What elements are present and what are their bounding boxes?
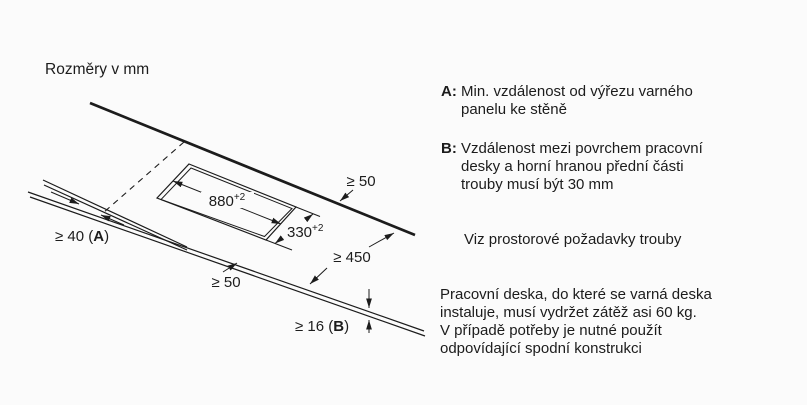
dim-cutout-length [173,181,281,224]
annotation-b-text: Vzdálenost mezi povrchem pracovní desky a horní hranou přední části trouby musí být 30 mm [461,140,703,193]
dim-side-clearance-label: ≥ 40 (A) [55,228,110,245]
annotation-a-text: Min. vzdálenost od výřezu varného panelu ke stěně [461,83,693,118]
dim-rear-clearance-label: ≥ 50 [346,173,376,190]
dim-worktop-depth [310,233,394,284]
projection-dashed-line [103,142,184,213]
annotation-a [441,83,693,119]
dim-front-clearance-label: ≥ 50 [211,274,241,291]
dim-cutout-width-label: $330^{+2}$ [287,223,324,241]
dim-worktop-depth-label: ≥ 450 [333,249,371,266]
dim-worktop-thickness-label: ≥ 16 (B) [295,318,350,335]
page-title: Rozměry v mm [45,61,150,78]
annotation-b [441,140,703,194]
dim-cutout-width [266,207,324,250]
dim-side-clearance [51,192,124,245]
worktop-load-note: Pracovní deska, do které se varná deska instaluje, musí vydržet zátěž asi 60 kg. V případě potřeby je nutné použít odpovídající spodní konstrukci [440,286,712,357]
annotation-b-label: B: [441,140,457,157]
annotation-a-label: A: [441,83,457,100]
dim-front-clearance [211,263,240,291]
dim-rear-clearance [340,173,376,201]
dim-cutout-length-label: $880^{+2}$ [208,192,246,210]
oven-requirements-note: Viz prostorové požadavky trouby [464,231,682,248]
wall-line [90,103,415,235]
